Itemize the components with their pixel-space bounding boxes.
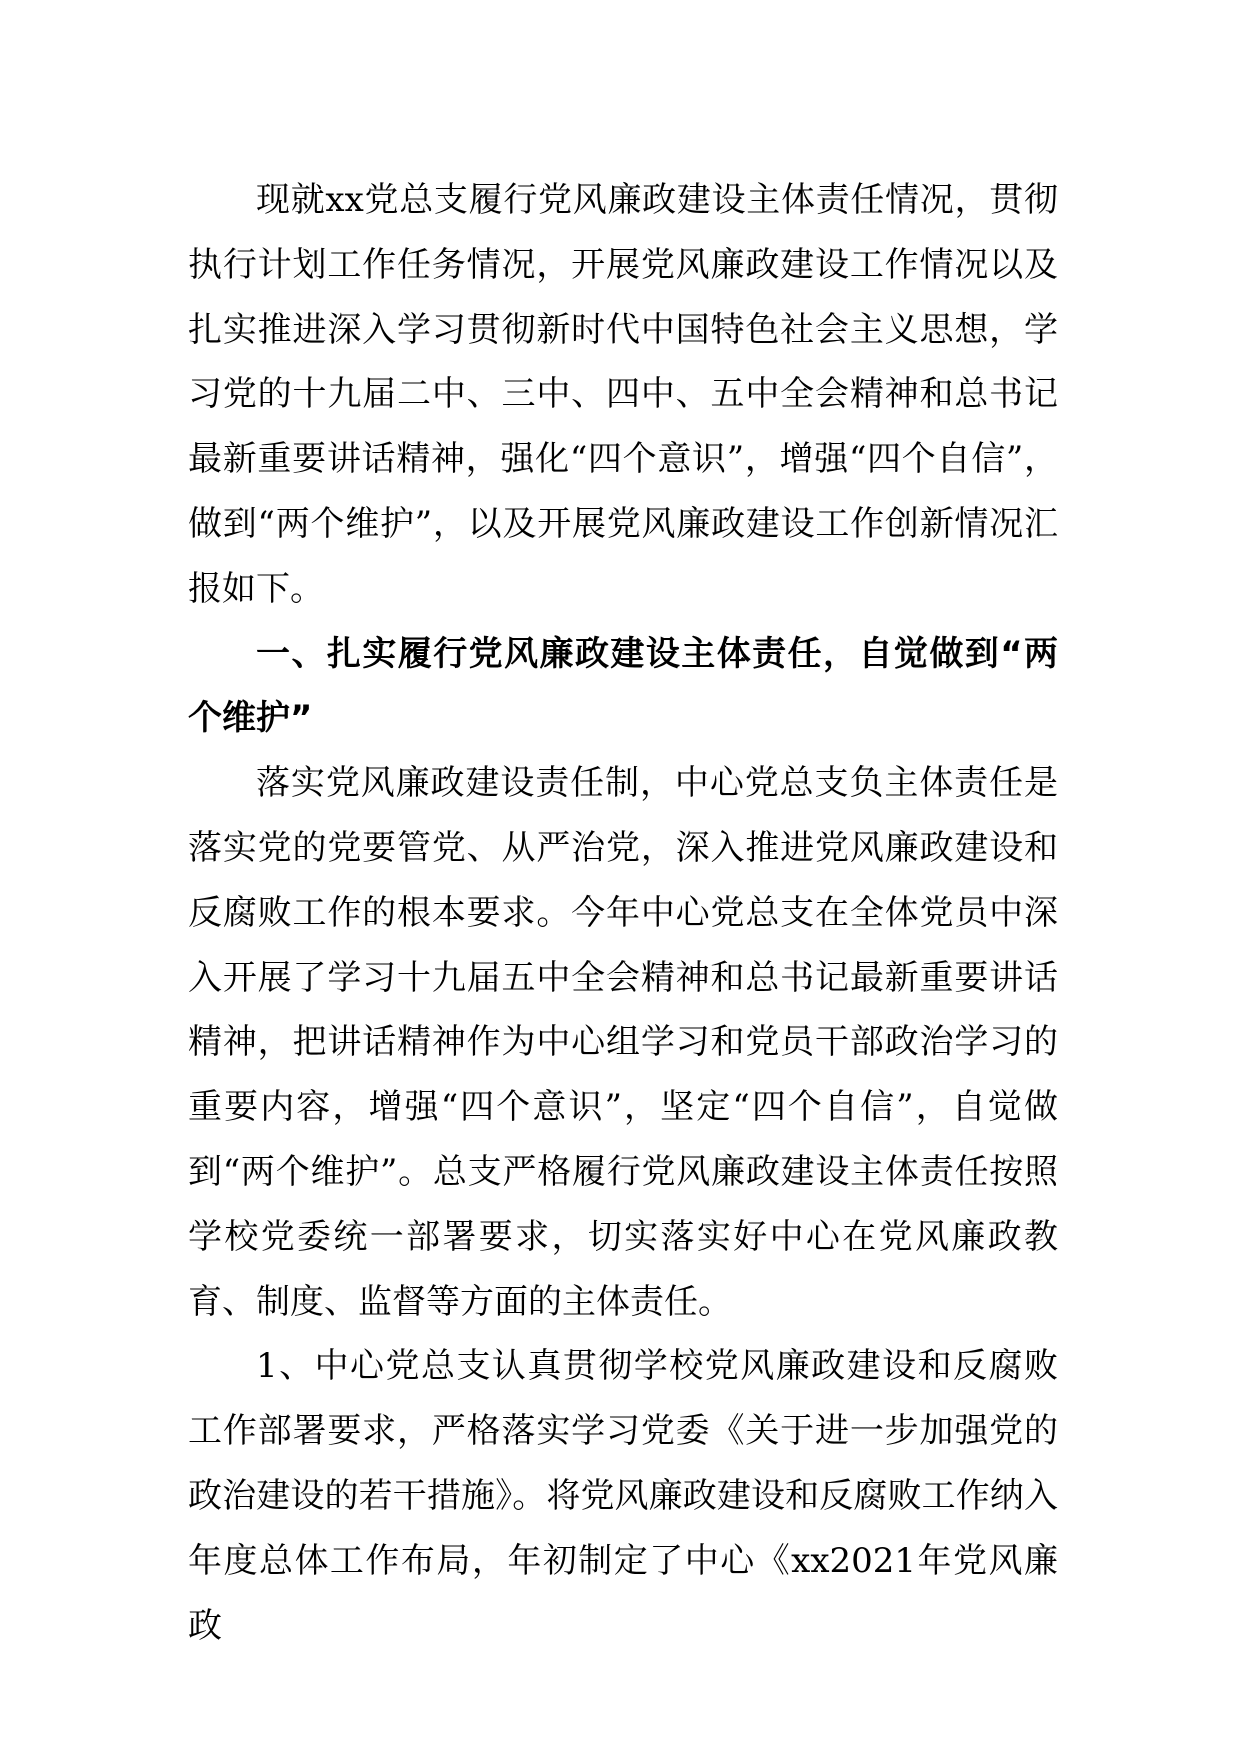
section-1-paragraph: 落实党风廉政建设责任制，中心党总支负主体责任是落实党的党要管党、从严治党，深入推进党风廉政建设和反腐败工作的根本要求。今年中心党总支在全体党员中深入开展了学习十九届五中全会精神和总书记最新重要讲话精神，把讲话精神作为中心组学习和党员干部政治学习的重要内容，增强“四个意识”，坚定“四个自信”，自觉做到“两个维护”。总支严格履行党风廉政建设主体责任按照学校党委统一部署要求，切实落实好中心在党风廉政教育、制度、监督等方面的主体责任。	[188, 763, 1058, 1322]
document-body	[188, 168, 1058, 1658]
section-heading-1: 一、扎实履行党风廉政建设主体责任，自觉做到“两个维护”	[188, 633, 1058, 739]
intro-paragraph: 现就xx党总支履行党风廉政建设主体责任情况，贯彻执行计划工作任务情况，开展党风廉政建设工作情况以及扎实推进深入学习贯彻新时代中国特色社会主义思想，学习党的十九届二中、三中、四中、五中全会精神和总书记最新重要讲话精神，强化“四个意识”，增强“四个自信”，做到“两个维护”，以及开展党风廉政建设工作创新情况汇报如下。	[188, 180, 1058, 609]
item-1-paragraph: 1、中心党总支认真贯彻学校党风廉政建设和反腐败工作部署要求，严格落实学习党委《关于进一步加强党的政治建设的若干措施》。将党风廉政建设和反腐败工作纳入年度总体工作布局，年初制定了中心《xx2021年党风廉政	[188, 1346, 1058, 1646]
